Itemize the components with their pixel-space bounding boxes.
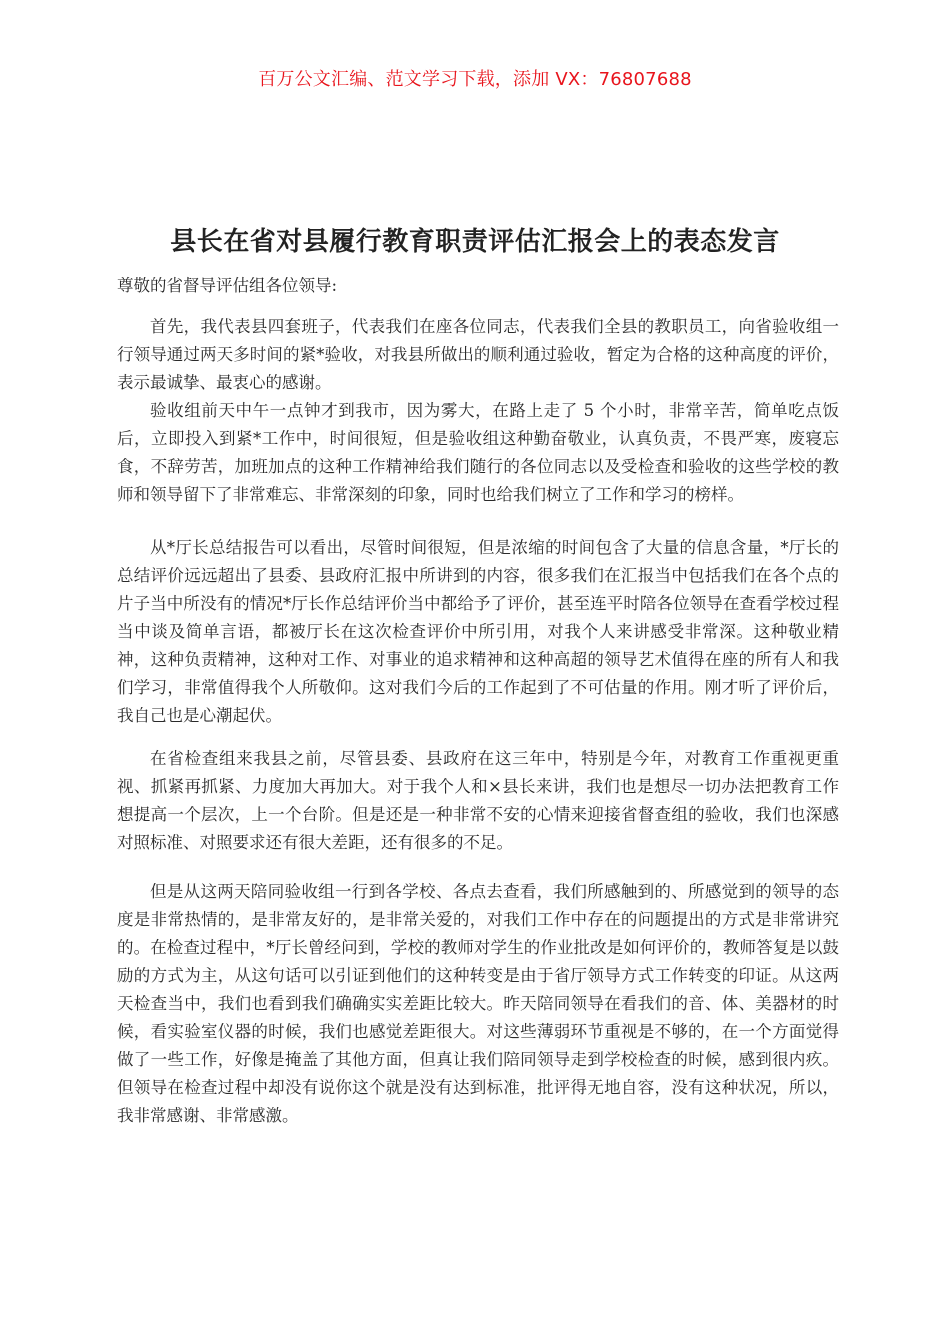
- paragraph-1: 首先，我代表县四套班子，代表我们在座各位同志，代表我们全县的教职员工，向省验收组一行领导通过两天多时间的紧*验收，对我县所做出的顺利通过验收，暂定为合格的这种高度的评价，表示最诚挚、最衷心的感谢。: [117, 317, 839, 392]
- salutation: 尊敬的省督导评估组各位领导:: [117, 276, 338, 295]
- paragraph-3: 从*厅长总结报告可以看出，尽管时间很短，但是浓缩的时间包含了大量的信息含量，*厅长的总结评价远远超出了县委、县政府汇报中所讲到的内容，很多我们在汇报当中包括我们在各个点的片子当中所没有的情况*厅长作总结评价当中都给予了评价，甚至连平时陪各位领导在查看学校过程当中谈及简单言语，都被厅长在这次检查评价中所引用，对我个人来讲感受非常深。这种敬业精神，这种负责精神，这种对工作、对事业的追求精神和这种高超的领导艺术值得在座的所有人和我们学习，非常值得我个人所敬仰。这对我们今后的工作起到了不可估量的作用。刚才听了评价后，我自己也是心潮起伏。: [117, 538, 839, 725]
- paragraph-2: 验收组前天中午一点钟才到我市，因为雾大，在路上走了 5 个小时，非常辛苦，简单吃点饭后，立即投入到紧*工作中，时间很短，但是验收组这种勤奋敬业，认真负责，不畏严寒，废寝忘食，不辞劳苦，加班加点的这种工作精神给我们随行的各位同志以及受检查和验收的这些学校的教师和领导留下了非常难忘、非常深刻的印象，同时也给我们树立了工作和学习的榜样。: [117, 401, 839, 504]
- paragraph-5: 但是从这两天陪同验收组一行到各学校、各点去查看，我们所感触到的、所感觉到的领导的态度是非常热情的，是非常友好的，是非常关爱的，对我们工作中存在的问题提出的方式是非常讲究的。在检查过程中，*厅长曾经问到，学校的教师对学生的作业批改是如何评价的，教师答复是以鼓励的方式为主，从这句话可以引证到他们的这种转变是由于省厅领导方式工作转变的印证。从这两天检查当中，我们也看到我们确确实实差距比较大。昨天陪同领导在看我们的音、体、美器材的时候，看实验室仪器的时候，我们也感觉差距很大。对这些薄弱环节重视是不够的，在一个方面觉得做了一些工作，好像是掩盖了其他方面，但真让我们陪同领导走到学校检查的时候，感到很内疚。但领导在检查过程中却没有说你这个就是没有达到标准，批评得无地自容，没有这种状况，所以，我非常感谢、非常感激。: [117, 882, 839, 1125]
- document-title: 县长在省对县履行教育职责评估汇报会上的表态发言: [170, 227, 780, 257]
- paragraph-4: 在省检查组来我县之前，尽管县委、县政府在这三年中，特别是今年，对教育工作重视更重视、抓紧再抓紧、力度加大再加大。对于我个人和×县长来讲，我们也是想尽一切办法把教育工作想提高一个层次，上一个台阶。但是还是一种非常不安的心情来迎接省督查组的验收，我们也深感对照标准、对照要求还有很大差距，还有很多的不足。: [117, 749, 839, 852]
- watermark-header: 百万公文汇编、范文学习下载，添加 VX：76807688: [258, 69, 692, 90]
